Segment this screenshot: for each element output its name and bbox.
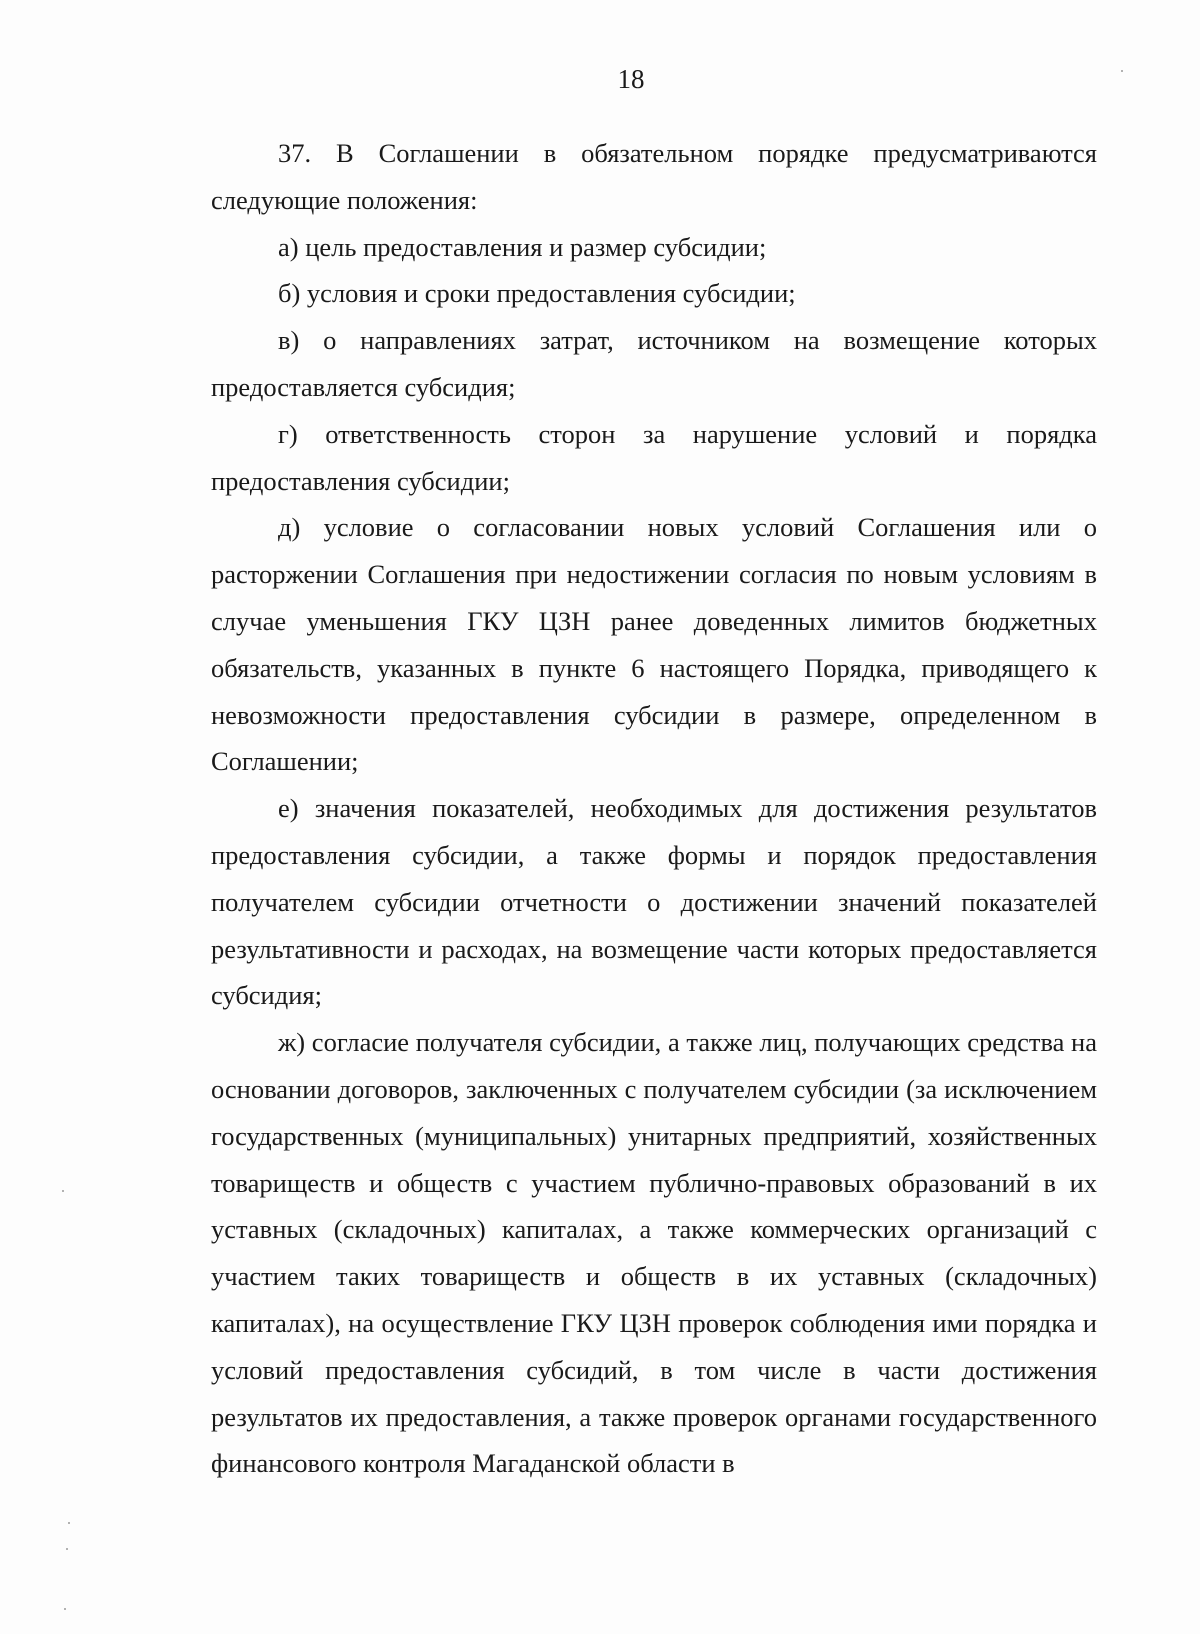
paragraph-item-g: г) ответственность сторон за нарушение условий и порядка предоставления субсидии;: [211, 418, 1097, 496]
page-number: 18: [617, 64, 645, 94]
paragraph-item-a: а) цель предоставления и размер субсидии;: [278, 231, 767, 262]
scan-speck: [68, 1522, 70, 1524]
paragraph-item-d: д) условие о согласовании новых условий Соглашения или о расторжении Соглашения при недостижении согласия по новым условиям в случае уменьшения ГКУ ЦЗН ранее доведенных лимитов бюджетных обязательств, указанных в пункте 6 настоящего Порядка, приводящего к невозможности предоставления субсидии в размере, определенном в Соглашении;: [211, 512, 1097, 777]
scan-speck: [62, 1190, 64, 1192]
paragraph-37: 37. В Соглашении в обязательном порядке предусматриваются следующие положения:: [211, 138, 1097, 215]
paragraph-item-zh: ж) согласие получателя субсидии, а также лиц, получающих средства на основании договоров, заключенных с получателем субсидии (за исключением государственных (муниципальных) унитарных предприятий, хозяйственных товариществ и обществ с участием публично-правовых образований в их уставных (складочных) капиталах, а также коммерческих организаций с участием таких товариществ и обществ в их уставных (складочных) капиталах), на осуществление ГКУ ЦЗН проверок соблюдения ими порядка и условий предоставления субсидий, в том числе в части достижения результатов их предоставления, а также проверок органами государственного финансового контроля Магаданской области в: [211, 1027, 1097, 1479]
document-body: [211, 130, 1097, 1487]
scan-speck: [64, 1608, 66, 1610]
paragraph-item-b: б) условия и сроки предоставления субсидии;: [278, 278, 796, 309]
paragraph-item-e: е) значения показателей, необходимых для достижения результатов предоставления субсидии, а также формы и порядок предоставления получателем субсидии отчетности о достижении значений показателей результативности и расходах, на возмещение части которых предоставляется субсидия;: [211, 793, 1097, 1011]
scan-speck: [1121, 70, 1123, 72]
scan-speck: [66, 1548, 68, 1550]
paragraph-item-v: в) о направлениях затрат, источником на возмещение которых предоставляется субсидия;: [211, 325, 1097, 402]
